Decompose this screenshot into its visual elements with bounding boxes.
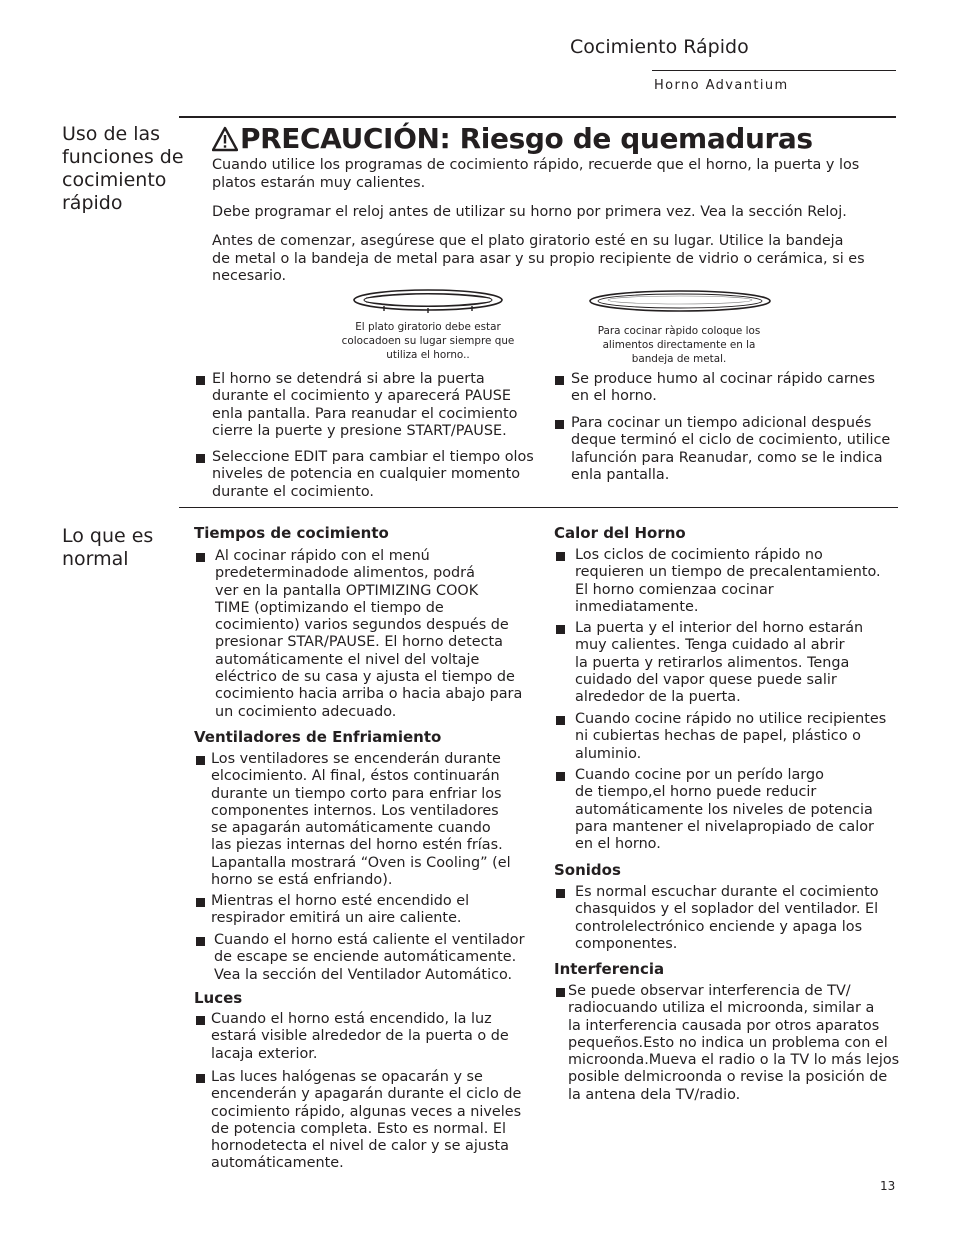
- bullet-square-icon: [196, 1074, 205, 1083]
- bullet-square-icon: [196, 1016, 205, 1025]
- header-divider: [652, 70, 896, 71]
- text-line: La puerta y el interior del horno estarán: [575, 620, 864, 636]
- text-line: automáticamente el nivel del voltaje: [215, 651, 480, 668]
- header-subtitle: Horno Advantium: [654, 78, 789, 93]
- bullet-square-icon: [556, 772, 565, 781]
- text-line: durante un tiempo corto para enfriar los: [211, 785, 502, 802]
- text-line: Mientras el horno esté encendido el: [211, 893, 470, 909]
- text-line: se apagarán automáticamente cuando: [211, 820, 491, 837]
- section-divider-top: [179, 116, 896, 118]
- text-line: ni cubiertas hechas de papel, plástico o: [575, 728, 861, 745]
- bullet-square-icon: [196, 898, 205, 907]
- text-line: cierre la puerte y presione START/PAUSE.: [212, 422, 507, 439]
- text-line: de escape se enciende automáticamente.: [214, 949, 517, 966]
- clock-paragraph: [212, 204, 847, 222]
- subheading-ventiladores: Ventiladores de Enfriamiento: [194, 728, 442, 746]
- bullet-square-icon: [196, 553, 205, 562]
- text-line: de metal o la bandeja de metal para asar y su propio recipiente de vidrio o cerámica, si es: [212, 250, 865, 267]
- text-line: El horno se detendrá si abre la puerta: [212, 371, 485, 387]
- list-item: [196, 371, 517, 440]
- text-line: cocimiento) varios segundos después de: [215, 617, 509, 634]
- text-line: inmediatamente.: [575, 598, 699, 615]
- text-line: requieren un tiempo de precalentamiento.: [575, 564, 881, 581]
- text-line: microonda.Mueva el radio o la TV lo más lejos: [568, 1052, 900, 1069]
- header-title: Cocimiento Rápido: [570, 36, 749, 58]
- heading-line: funciones de: [62, 146, 184, 168]
- text-line: lafunción para Reanudar, como se le indica: [571, 449, 883, 466]
- text-line: componentes.: [575, 935, 678, 952]
- subheading-luces: Luces: [194, 989, 243, 1007]
- text-line: Debe programar el reloj antes de utilizar su horno por primera vez. Vea la sección Reloj.: [212, 204, 847, 220]
- text-line: lacaja exterior.: [211, 1045, 318, 1062]
- list-item: [556, 983, 899, 1104]
- text-line: necesario.: [212, 268, 287, 284]
- subheading-calor: Calor del Horno: [554, 524, 686, 542]
- text-line: encenderán y apagarán durante el ciclo de: [211, 1086, 522, 1103]
- text-line: radiocuando utiliza el microonda, similar a: [568, 1000, 875, 1017]
- list-item: [196, 548, 522, 721]
- list-item: [556, 620, 863, 706]
- caption-line: bandeja de metal.: [631, 353, 727, 365]
- text-line: componentes internos. Los ventiladores: [211, 802, 499, 819]
- text-line: alrededor de la puerta.: [575, 689, 741, 706]
- text-line: la antena dela TV/radio.: [568, 1086, 741, 1103]
- list-item: [196, 893, 469, 928]
- bullet-square-icon: [196, 376, 205, 385]
- text-line: cocimiento hacia arriba o hacia abajo para: [215, 686, 523, 703]
- text-line: pequeños.Esto no indica un problema con el: [568, 1034, 888, 1051]
- bullet-square-icon: [555, 420, 564, 429]
- text-line: cocimiento rápido, algunas veces a niveles: [211, 1103, 522, 1120]
- text-line: para mantener el nivelapropiado de calor: [575, 818, 874, 835]
- text-line: automáticamente.: [211, 1155, 344, 1172]
- text-line: eléctrico de su casa y ajusta el tiempo de: [215, 669, 515, 686]
- section-divider: [179, 507, 898, 508]
- bullet-square-icon: [196, 756, 205, 765]
- heading-line: Uso de las: [62, 123, 161, 145]
- text-line: controlelectrónico enciende y apaga los: [575, 918, 863, 935]
- text-line: la puerta y retirarlos alimentos. Tenga: [575, 654, 850, 671]
- text-line: Cuando el horno está caliente el ventilador: [214, 932, 525, 948]
- bullet-square-icon: [556, 625, 565, 634]
- text-line: Se produce humo al cocinar rápido carnes: [571, 371, 876, 387]
- list-item: [196, 1069, 521, 1173]
- list-item: [196, 932, 525, 984]
- text-line: TIME (optimizando el tiempo de: [215, 599, 444, 616]
- text-line: de potencia completa. Esto es normal. El: [211, 1120, 506, 1137]
- subheading-sonidos: Sonidos: [554, 861, 621, 879]
- text-line: Al cocinar rápido con el menú: [215, 548, 430, 564]
- text-line: El horno comienzaa cocinar: [575, 581, 774, 598]
- list-item: [196, 449, 534, 501]
- section-heading-uso: [62, 123, 184, 215]
- figure-caption-tray: [583, 324, 775, 366]
- bullet-square-icon: [196, 454, 205, 463]
- text-line: respirador emitirá un aire caliente.: [211, 910, 462, 927]
- turntable-paragraph: [212, 233, 865, 286]
- text-line: las piezas internas del horno estén frías.: [211, 837, 503, 854]
- subheading-interferencia: Interferencia: [554, 960, 665, 978]
- caption-line: El plato giratorio debe estar: [355, 321, 501, 333]
- text-line: Lapantalla mostrará “Oven is Cooling” (el: [211, 854, 511, 871]
- list-item: [196, 751, 511, 889]
- text-line: horno se está enfriando).: [211, 872, 393, 889]
- list-item: [555, 415, 890, 484]
- section-heading-normal: [62, 525, 153, 571]
- text-line: Las luces halógenas se opacarán y se: [211, 1069, 483, 1085]
- list-item: [556, 767, 874, 853]
- list-item: [196, 1011, 509, 1063]
- text-line: enla pantalla.: [571, 466, 670, 483]
- text-line: en el horno.: [575, 836, 661, 853]
- text-line: Para cocinar un tiempo adicional después: [571, 415, 872, 431]
- warning-title: [212, 122, 813, 155]
- heading-line: rápido: [62, 192, 123, 214]
- bullet-square-icon: [555, 376, 564, 385]
- text-line: de tiempo,el horno puede reducir: [575, 784, 817, 801]
- text-line: Seleccione EDIT para cambiar el tiempo olos: [212, 449, 534, 465]
- text-line: chasquidos y el soplador del ventilador. El: [575, 901, 879, 918]
- text-line: elcocimiento. Al final, éstos continuarán: [211, 768, 500, 785]
- text-line: Cuando el horno está encendido, la luz: [211, 1011, 492, 1027]
- caption-line: alimentos directamente en la: [602, 339, 756, 351]
- bullet-square-icon: [556, 552, 565, 561]
- bullet-square-icon: [556, 988, 565, 997]
- text-line: aluminio.: [575, 745, 642, 762]
- text-line: Cuando cocine rápido no utilice recipientes: [575, 711, 887, 727]
- turntable-rack-icon: [350, 287, 506, 317]
- text-line: Vea la sección del Ventilador Automático.: [214, 966, 513, 983]
- heading-line: normal: [62, 548, 129, 570]
- list-item: [556, 711, 886, 763]
- list-item: [556, 884, 879, 953]
- text-line: predeterminadode alimentos, podrá: [215, 565, 475, 582]
- text-line: un cocimiento adecuado.: [215, 703, 397, 720]
- intro-paragraph: [212, 157, 859, 192]
- text-line: presionar STAR/PAUSE. El horno detecta: [215, 634, 503, 651]
- heading-line: Lo que es: [62, 525, 154, 547]
- text-line: Cuando cocine por un perído largo: [575, 767, 824, 783]
- warning-triangle-icon: [212, 126, 238, 152]
- bullet-square-icon: [196, 937, 205, 946]
- text-line: Antes de comenzar, asegúrese que el plato giratorio esté en su lugar. Utilice la bandeja: [212, 233, 844, 249]
- text-line: Cuando utilice los programas de cocimiento rápido, recuerde que el horno, la puerta y los: [212, 157, 860, 173]
- warning-title-text: PRECAUCIÓN: Riesgo de quemaduras: [240, 122, 813, 155]
- text-line: la interferencia causada por otros aparatos: [568, 1017, 880, 1034]
- text-line: en el horno.: [571, 388, 657, 405]
- text-line: automáticamente los niveles de potencia: [575, 801, 873, 818]
- text-line: posible delmicroonda o revise la posición de: [568, 1069, 888, 1086]
- text-line: durante el cocimiento.: [212, 483, 374, 500]
- text-line: enla pantalla. Para reanudar el cocimiento: [212, 405, 518, 422]
- text-line: hornodetecta el nivel de calor y se ajusta: [211, 1138, 509, 1155]
- bullet-square-icon: [556, 889, 565, 898]
- text-line: niveles de potencia en cualquier momento: [212, 466, 521, 483]
- caption-line: Para cocinar ràpido coloque los: [597, 325, 761, 337]
- text-line: Se puede observar interferencia de TV/: [568, 983, 851, 999]
- text-line: platos estarán muy calientes.: [212, 174, 426, 191]
- text-line: durante el cocimiento y aparecerá PAUSE: [212, 388, 511, 405]
- page-number: 13: [880, 1179, 896, 1193]
- text-line: estará visible alrededor de la puerta o de: [211, 1028, 509, 1045]
- subheading-tiempos: Tiempos de cocimiento: [194, 524, 389, 542]
- caption-line: utiliza el horno..: [386, 349, 470, 361]
- text-line: Los ventiladores se encenderán durante: [211, 751, 501, 767]
- bullet-square-icon: [556, 716, 565, 725]
- heading-line: cocimiento: [62, 169, 167, 191]
- text-line: Los ciclos de cocimiento rápido no: [575, 547, 823, 563]
- text-line: deque terminó el ciclo de cocimiento, utilice: [571, 432, 891, 449]
- text-line: muy calientes. Tenga cuidado al abrir: [575, 637, 845, 654]
- metal-tray-icon: [587, 289, 773, 315]
- list-item: [555, 371, 875, 406]
- caption-line: colocadoen su lugar siempre que: [341, 335, 515, 347]
- list-item: [556, 547, 881, 616]
- figure-caption-turntable: [330, 320, 526, 362]
- text-line: Es normal escuchar durante el cocimiento: [575, 884, 879, 900]
- text-line: ver en la pantalla OPTIMIZING COOK: [215, 582, 479, 599]
- text-line: cuidado del vapor quese puede salir: [575, 671, 837, 688]
